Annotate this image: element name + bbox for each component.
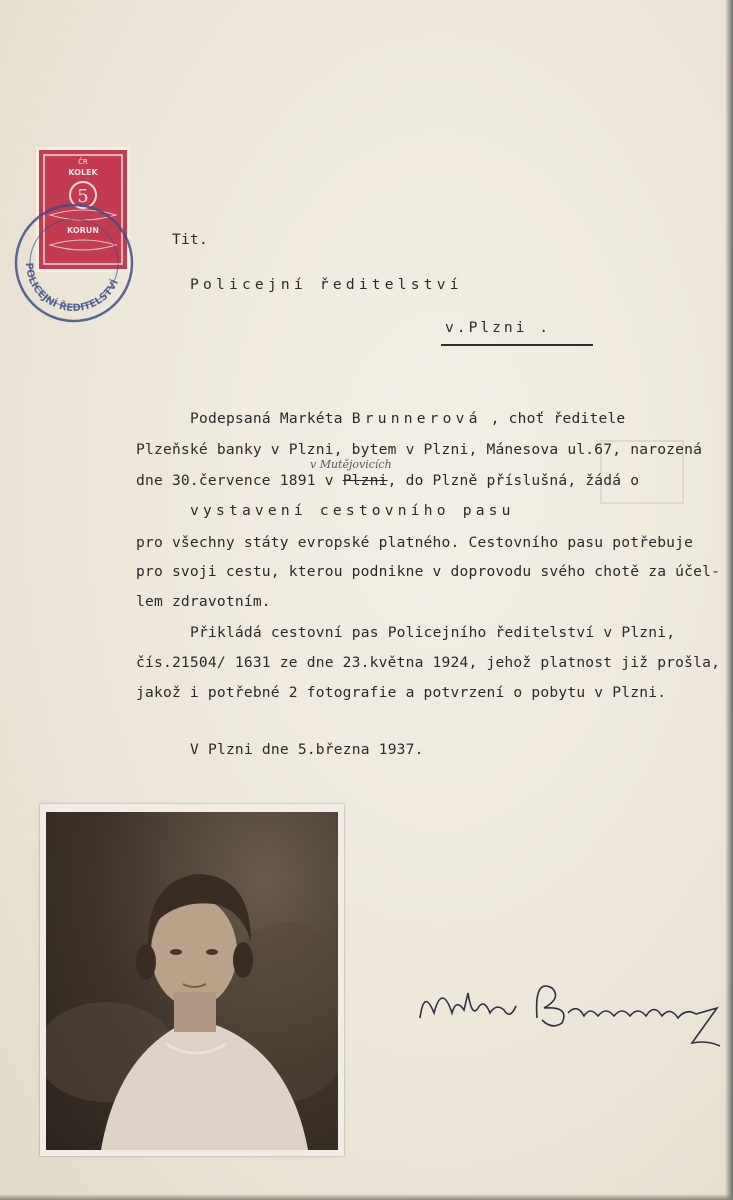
recipient-city: v.Plzni . xyxy=(445,319,552,336)
paragraph-1-line-2: Plzeňské banky v Plzni, bytem v Plzni, Mánesova ul.67, narozená xyxy=(136,441,703,458)
seal-text: POLICEJNÍ ŘEDITELSTVÍ xyxy=(22,262,122,315)
salutation: Tit. xyxy=(172,231,208,248)
bleed-through-text xyxy=(299,372,304,385)
subject-line: vystavení cestovního pasu xyxy=(190,502,515,519)
page-edge-shadow-bottom xyxy=(0,1194,733,1200)
page-edge-shadow xyxy=(725,0,733,1200)
paragraph-2-line-2: čís.21504/ 1631 ze dne 23.května 1924, jehož platnost již prošla, xyxy=(136,654,721,671)
text-run: Podepsaná Markéta xyxy=(190,410,352,427)
city-underline xyxy=(441,344,593,346)
date-line: V Plzni dne 5.března 1937. xyxy=(190,741,424,758)
portrait-photo xyxy=(46,812,338,1150)
paragraph-2-line-1: Přikládá cestovní pas Policejního ředitelství v Plzni, xyxy=(190,624,676,641)
text-run: , choť ředitele xyxy=(481,410,626,427)
revenue-stamp xyxy=(10,145,140,330)
handwritten-correction: v Mutějovicích xyxy=(310,458,392,471)
text-run: , do Plzně příslušná, žádá o xyxy=(387,472,640,489)
attached-photograph xyxy=(40,804,344,1156)
stamp-text-cr: ČR xyxy=(78,158,88,166)
recipient: Policejní ředitelství xyxy=(190,276,463,293)
paragraph-2-line-3: jakož i potřebné 2 fotografie a potvrzení o pobytu v Plzni. xyxy=(136,684,667,701)
paragraph-1-line-6: pro svoji cestu, kterou podnikne v doprovodu svého chotě za účel- xyxy=(136,563,721,580)
applicant-name: Brunnerová xyxy=(351,410,482,427)
text-run: dne 30.července 1891 v xyxy=(136,472,343,489)
paragraph-1-line-7: lem zdravotním. xyxy=(136,593,271,610)
paragraph-1-line-1 xyxy=(190,410,625,427)
handwritten-signature xyxy=(412,958,732,1068)
stamp-text-kolek: KOLEK xyxy=(68,168,98,177)
stamp-text-korun: KORUN xyxy=(67,226,99,235)
struck-word: Plzni xyxy=(342,472,388,489)
paragraph-1-line-5: pro všechny státy evropské platného. Cestovního pasu potřebuje xyxy=(136,534,694,551)
stamp-value: 5 xyxy=(77,186,89,207)
paragraph-1-line-3 xyxy=(136,472,639,489)
